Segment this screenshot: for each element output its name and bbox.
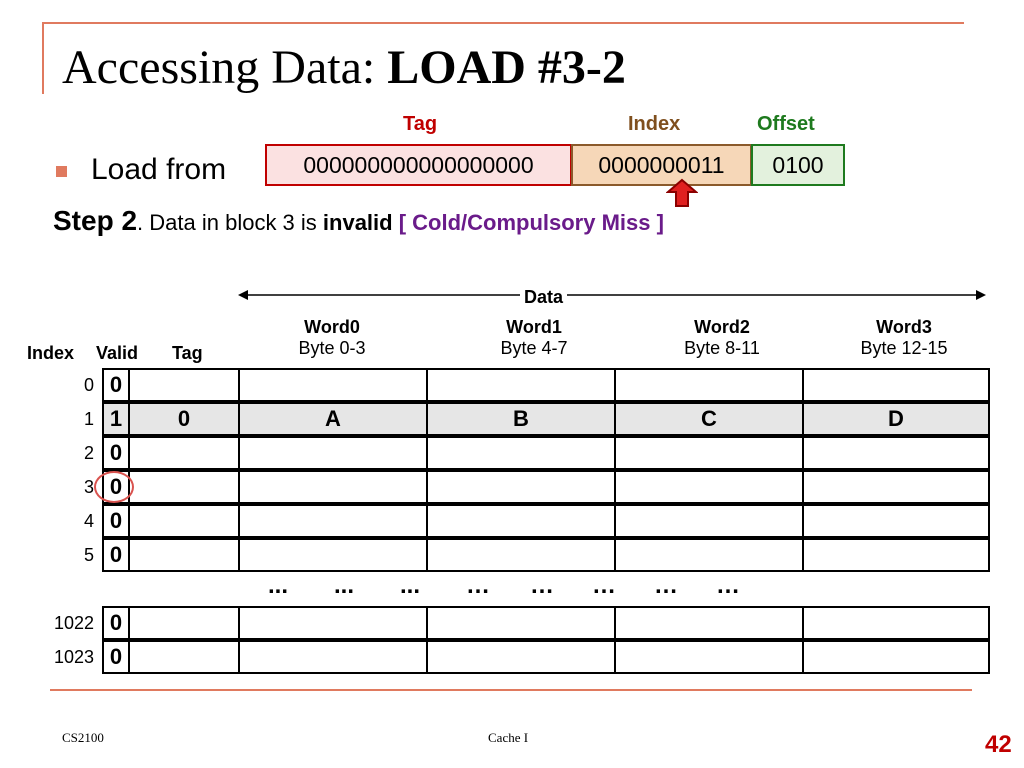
cell-w3: D [802,402,990,436]
slide-title [62,40,626,95]
col-word2-header: Word2 Byte 8-11 [684,317,760,358]
cell-valid: 0 [102,606,130,640]
ellipsis-mark: … [530,572,554,599]
cell-w1 [426,538,616,572]
cell-w0 [238,470,428,504]
cell-valid: 1 [102,402,130,436]
cell-valid: 0 [102,640,130,674]
title-bold: LOAD #3-2 [387,41,626,94]
row-index-label: 3 [83,477,94,497]
cell-w1 [426,368,616,402]
step-sep: . [137,210,144,235]
cell-w2 [614,436,804,470]
cell-tag [128,606,240,640]
cell-w3 [802,640,990,674]
cell-w0: A [238,402,428,436]
row-index-label: 2 [83,443,94,463]
cell-w3 [802,470,990,504]
row-index-label: 1022 [54,613,95,633]
index-field-label: Index [628,113,681,135]
col-word3-header: Word3 Byte 12-15 [860,317,948,358]
cell-w3 [802,606,990,640]
ellipsis-mark: ... [400,572,421,599]
step-status: invalid [322,210,393,235]
step-label: Step 2 [53,205,138,236]
ellipsis-mark: … [466,572,490,599]
footer-topic: Cache I [488,730,529,745]
cell-w1: B [426,402,616,436]
col-index-header: Index [27,343,75,363]
cell-tag [128,504,240,538]
cell-w2 [614,538,804,572]
cell-tag [128,538,240,572]
cell-w2 [614,606,804,640]
cell-w1 [426,606,616,640]
col-valid-header: Valid [96,343,139,363]
cell-tag [128,368,240,402]
cell-w0 [238,606,428,640]
cell-valid: 0 [102,504,130,538]
cell-tag [128,640,240,674]
cell-w1 [426,470,616,504]
index-bits-box: 0000000011 [571,144,752,186]
cell-w3 [802,504,990,538]
cell-w3 [802,538,990,572]
cell-valid: 0 [102,436,130,470]
data-header: Data [520,287,567,308]
frame-bottom-line [50,689,972,691]
cell-w0 [238,436,428,470]
cell-tag [128,470,240,504]
bullet-square-icon [56,166,67,177]
cell-valid: 0 [102,470,130,504]
page-number: 42 [985,731,1012,758]
col-word1-header: Word1 Byte 4-7 [500,317,568,358]
cell-w3 [802,368,990,402]
col-word0-header: Word0 Byte 0-3 [298,317,366,358]
frame-left-line [42,22,44,94]
cell-w0 [238,538,428,572]
cell-w0 [238,640,428,674]
cell-valid: 0 [102,368,130,402]
ellipsis-mark: … [592,572,616,599]
cell-w3 [802,436,990,470]
cell-valid: 0 [102,538,130,572]
row-index-label: 5 [83,545,94,565]
ellipsis-mark: … [716,572,740,599]
offset-bits-box: 0100 [751,144,845,186]
miss-type: [ Cold/Compulsory Miss ] [392,210,664,235]
cell-w2: C [614,402,804,436]
cell-w1 [426,640,616,674]
cell-w2 [614,470,804,504]
col-tag-header: Tag [172,343,203,363]
up-arrow-icon [666,178,698,208]
cell-tag: 0 [128,402,240,436]
cell-tag [128,436,240,470]
offset-field-label: Offset [757,113,815,135]
cell-w1 [426,436,616,470]
bullet-text: Load from [91,153,227,186]
row-index-label: 0 [83,375,94,395]
title-regular: Accessing Data: [62,41,388,94]
tag-bits-box: 000000000000000000 [265,144,572,186]
frame-top-line [42,22,964,24]
data-span-arrow [238,288,986,302]
cell-w1 [426,504,616,538]
cell-w2 [614,504,804,538]
tag-field-label: Tag [403,113,438,135]
cell-w2 [614,368,804,402]
footer-course: CS2100 [62,730,104,745]
cell-w2 [614,640,804,674]
ellipsis-mark: ... [334,572,355,599]
step-text: Data in block 3 is [143,210,323,235]
highlight-circle-icon [94,471,134,503]
row-index-label: 4 [83,511,94,531]
cell-w0 [238,504,428,538]
cell-w0 [238,368,428,402]
ellipsis-mark: … [654,572,678,599]
step-description [53,205,664,237]
row-index-label: 1023 [54,647,95,667]
ellipsis-mark: ... [268,572,289,599]
row-index-label: 1 [83,409,94,429]
